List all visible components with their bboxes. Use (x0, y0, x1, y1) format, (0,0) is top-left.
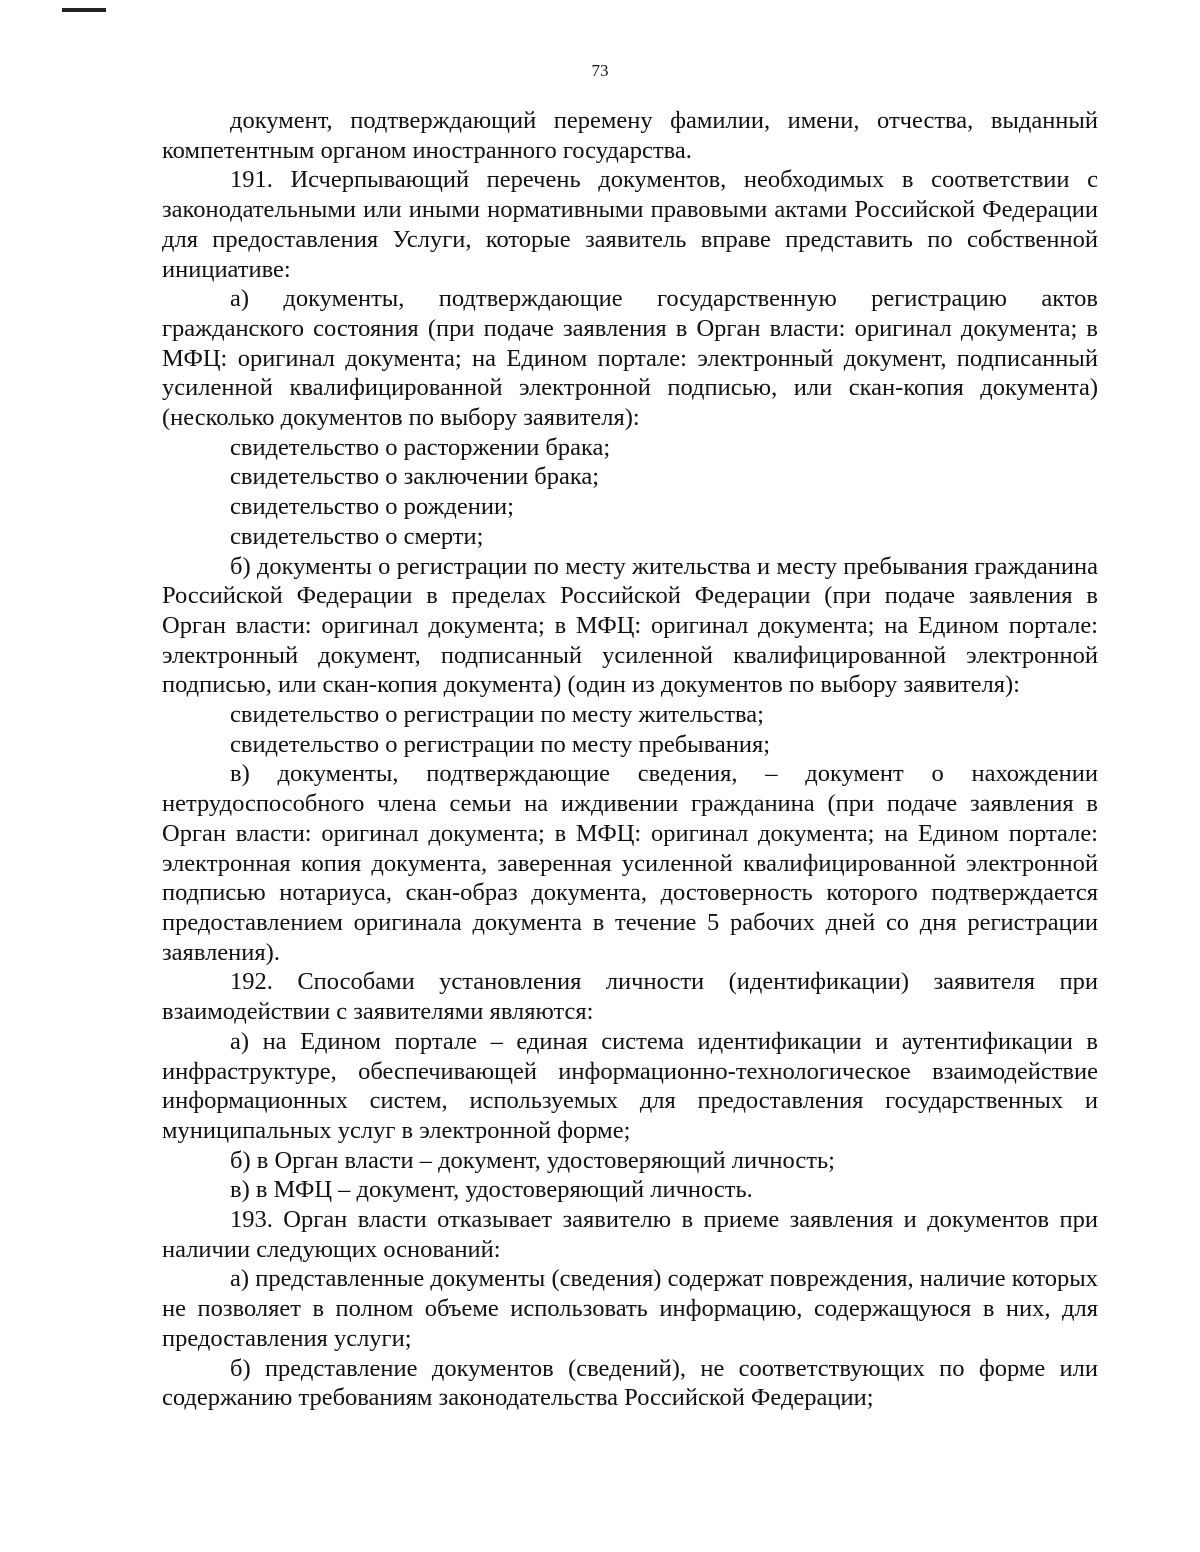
paragraph: а) на Едином портале – единая система идентификации и аутентификации в инфраструктуре, обеспечивающей информационно-технологическое взаимодействие информационных систем, используемых для предоставления государственных и муниципальных услуг в электронной форме; (162, 1027, 1098, 1144)
paragraph: в) документы, подтверждающие сведения, – документ о нахождении нетрудоспособного члена семьи на иждивении гражданина (при подаче заявления в Орган власти: оригинал документа; в МФЦ: оригинал документа; на Едином портале: электронная копия документа, заверенная усиленной квалифицированной электронной подписью нотариуса, скан-образ документа, достоверность которого подтверждается предоставлением оригинала документа в течение 5 рабочих дней со дня регистрации заявления). (162, 760, 1098, 966)
paragraph: а) документы, подтверждающие государственную регистрацию актов гражданского состояния (при подаче заявления в Орган власти: оригинал документа; в МФЦ: оригинал документа; на Едином портале: электронный документ, подписанный усиленной квалифицированной электронной подписью, или скан-копия документа) (несколько документов по выбору заявителя): (162, 285, 1098, 432)
list-item: свидетельство о регистрации по месту пребывания; (230, 730, 771, 758)
paragraph: 191. Исчерпывающий перечень документов, необходимых в соответствии с законодательными или иными нормативными правовыми актами Российской Федерации для предоставления Услуги, которые заявитель вправе представить по собственной инициативе: (162, 166, 1098, 283)
scan-corner-mark (62, 8, 106, 12)
page-number: 73 (591, 61, 609, 80)
document-body (162, 106, 1098, 1413)
paragraph: б) документы о регистрации по месту жительства и месту пребывания гражданина Российской Федерации в пределах Российской Федерации (при подаче заявления в Орган власти: оригинал документа; в МФЦ: оригинал документа; на Едином портале: электронный документ, подписанный усиленной квалифицированной электронной подписью, или скан-копия документа) (один из документов по выбору заявителя): (162, 552, 1098, 699)
paragraph: а) представленные документы (сведения) содержат повреждения, наличие которых не позволяет в полном объеме использовать информацию, содержащуюся в них, для предоставления услуги; (162, 1265, 1098, 1352)
list-item: свидетельство о расторжении брака; (230, 433, 611, 461)
paragraph: б) представление документов (сведений), не соответствующих по форме или содержанию требованиям законодательства Российской Федерации; (162, 1354, 1098, 1412)
list-item: свидетельство о смерти; (230, 522, 484, 550)
paragraph: 193. Орган власти отказывает заявителю в приеме заявления и документов при наличии следующих оснований: (162, 1206, 1098, 1263)
list-item: б) в Орган власти – документ, удостоверяющий личность; (230, 1146, 835, 1174)
paragraph: 192. Способами установления личности (идентификации) заявителя при взаимодействии с заявителями являются: (162, 968, 1098, 1026)
list-item: свидетельство о рождении; (230, 493, 514, 521)
list-item: свидетельство о заключении брака; (230, 463, 600, 491)
list-item: в) в МФЦ – документ, удостоверяющий личность. (230, 1176, 753, 1204)
paragraph: документ, подтверждающий перемену фамилии, имени, отчества, выданный компетентным органом иностранного государства. (162, 107, 1098, 164)
list-item: свидетельство о регистрации по месту жительства; (230, 701, 764, 729)
